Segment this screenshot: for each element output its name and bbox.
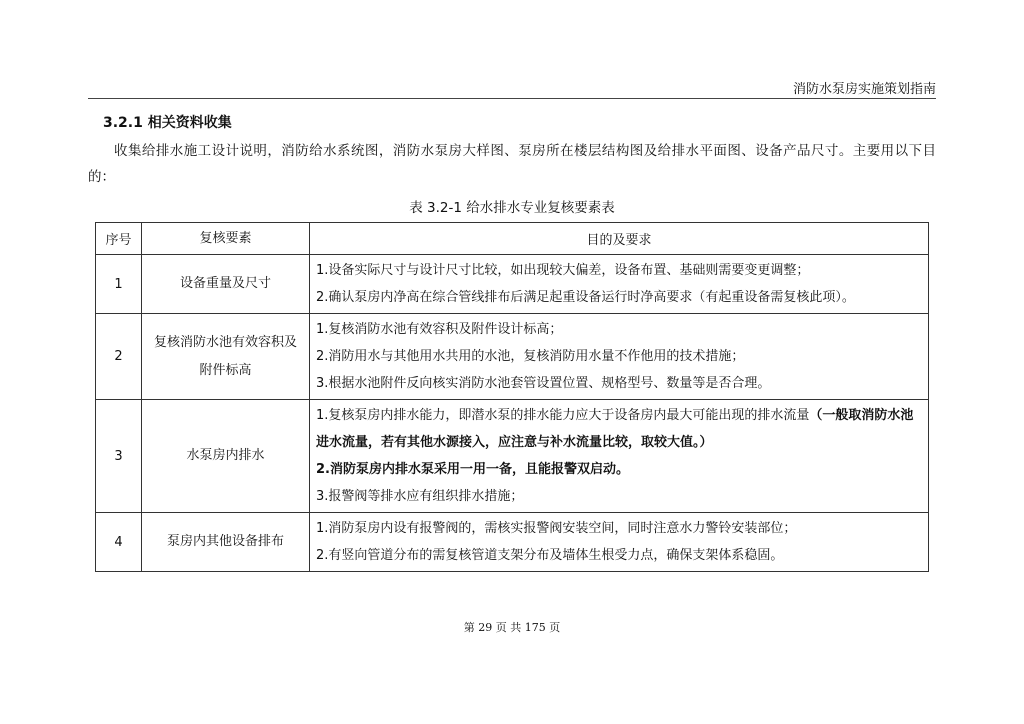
row-element: 设备重量及尺寸 bbox=[142, 255, 310, 314]
row-no: 4 bbox=[96, 513, 142, 572]
requirement-item: 1.复核消防水池有效容积及附件设计标高； bbox=[316, 322, 563, 337]
row-element: 复核消防水池有效容积及附件标高 bbox=[142, 314, 310, 400]
table-row bbox=[96, 513, 929, 572]
running-header: 消防水泵房实施策划指南 bbox=[792, 82, 936, 97]
requirement-item: 3.根据水池附件反向核实消防水池套管设置位置、规格型号、数量等是否合理。 bbox=[316, 376, 771, 391]
row-requirements bbox=[310, 314, 929, 400]
intro-paragraph: 收集给排水施工设计说明，消防给水系统图，消防水泵房大样图、泵房所在楼层结构图及给排水平面图、设备产品尺寸。主要用以下目的： bbox=[88, 143, 936, 185]
requirement-item bbox=[316, 402, 922, 456]
requirement-item: 1.消防泵房内设有报警阀的，需核实报警阀安装空间，同时注意水力警铃安装部位； bbox=[316, 521, 797, 536]
row-requirements bbox=[310, 513, 929, 572]
table-header-row bbox=[96, 223, 929, 255]
requirement-text: 1.复核泵房内排水能力，即潜水泵的排水能力应大于设备房内最大可能出现的排水流量 bbox=[316, 408, 810, 423]
requirement-emphasis: （一般取消防水池进水流量，若有其他水源接入，应注意与补水流量比较，取较大值。） bbox=[316, 408, 914, 450]
row-element: 水泵房内排水 bbox=[142, 400, 310, 513]
header-element: 复核要素 bbox=[142, 223, 310, 255]
header-requirements: 目的及要求 bbox=[310, 223, 929, 255]
requirement-item: 2.消防用水与其他用水共用的水池，复核消防用水量不作他用的技术措施； bbox=[316, 349, 745, 364]
row-requirements bbox=[310, 400, 929, 513]
page-footer: 第 29 页 共 175 页 bbox=[463, 621, 561, 634]
requirement-item: 2.确认泵房内净高在综合管线排布后满足起重设备运行时净高要求（有起重设备需复核此项）。 bbox=[316, 290, 855, 305]
row-no: 3 bbox=[96, 400, 142, 513]
requirement-item: 1.设备实际尺寸与设计尺寸比较，如出现较大偏差，设备布置、基础则需要变更调整； bbox=[316, 263, 810, 278]
row-no: 1 bbox=[96, 255, 142, 314]
table-row bbox=[96, 255, 929, 314]
requirement-item: 2.有竖向管道分布的需复核管道支架分布及墙体生根受力点，确保支架体系稳固。 bbox=[316, 548, 784, 563]
header-no: 序号 bbox=[96, 223, 142, 255]
row-requirements bbox=[310, 255, 929, 314]
table-row bbox=[96, 314, 929, 400]
row-element: 泵房内其他设备排布 bbox=[142, 513, 310, 572]
table-row bbox=[96, 400, 929, 513]
requirement-item: 3.报警阀等排水应有组织排水措施； bbox=[316, 489, 524, 504]
table-caption: 表 3.2-1 给水排水专业复核要素表 bbox=[409, 200, 615, 216]
header-divider bbox=[88, 98, 936, 99]
requirement-item: 2.消防泵房内排水泵采用一用一备，且能报警双启动。 bbox=[316, 462, 629, 477]
row-no: 2 bbox=[96, 314, 142, 400]
review-table bbox=[95, 222, 929, 572]
section-title: 3.2.1 相关资料收集 bbox=[103, 115, 232, 131]
